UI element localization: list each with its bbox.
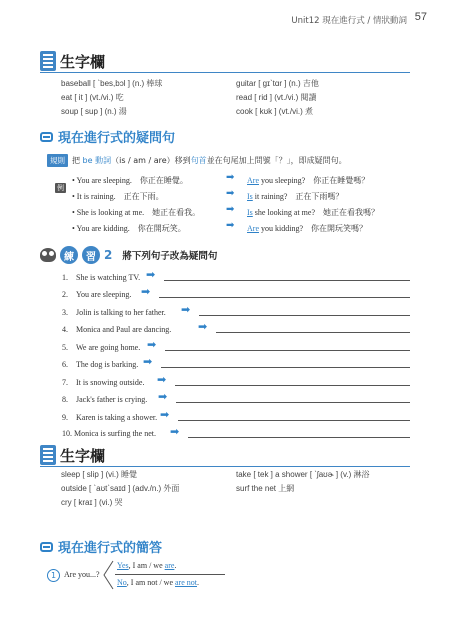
practice-header (40, 246, 217, 264)
question-text: 9. Karen is taking a shower. (62, 413, 158, 422)
vocab-word: read [ rid ] (vt./vi.) 閱讀 (236, 93, 317, 102)
question-text: 10. Monica is surfing the net. (62, 429, 156, 438)
vocab-word: soup [ sup ] (n.) 湯 (61, 107, 127, 116)
answer-blank[interactable] (164, 280, 410, 281)
answer-blank[interactable] (165, 350, 410, 351)
answer-blank[interactable] (199, 315, 410, 316)
example-statement: • It is raining. 正在下雨。 (72, 192, 164, 201)
vocab-word: cry [ kraɪ ] (vi.) 哭 (61, 498, 123, 507)
answer-blank[interactable] (178, 420, 410, 421)
be-verb: are not (175, 578, 197, 587)
yes-word: Yes (117, 561, 129, 570)
example-tag-wrap (55, 175, 66, 194)
be-verb: Is (247, 208, 253, 217)
question-text: 1. She is watching TV. (62, 273, 141, 282)
example-statement: • She is looking at me. 她正在看我。 (72, 208, 201, 217)
rule-row (47, 154, 347, 167)
book-icon (40, 132, 53, 142)
question-rest: you kidding? 你在開玩笑嗎？ (259, 224, 367, 233)
vocab-title: 生字欄 (60, 52, 106, 71)
rule-part: （is / am / are）移到 (111, 156, 191, 165)
arrow-right-icon: ➡ (181, 303, 191, 316)
be-verb: Is (247, 192, 253, 201)
answer-blank[interactable] (161, 367, 410, 368)
page-number: 57 (414, 11, 427, 23)
example-statement: • You are sleeping. 你正在睡覺。 (72, 176, 188, 185)
example-statement: • You are kidding. 你在開玩笑。 (72, 224, 186, 233)
no-word: No (117, 578, 127, 587)
answer-mid: , I am / we (128, 561, 165, 570)
section-header (40, 537, 162, 556)
question-rest: she looking at me? 她正在看我嗎？ (252, 208, 379, 217)
practice-badge: 練 (60, 246, 78, 264)
arrow-right-icon: ➡ (226, 172, 235, 183)
bracket-icon (102, 560, 114, 590)
owl-icon (40, 248, 56, 262)
notebook-icon (40, 445, 56, 465)
arrow-right-icon: ➡ (143, 355, 153, 368)
practice-badge: 習 (82, 246, 100, 264)
short-answer-question: Are you...? (64, 570, 100, 579)
example-question (247, 223, 367, 234)
rule-highlight: 句首 (190, 156, 207, 165)
answer-blank[interactable] (175, 385, 410, 386)
question-text: 8. Jack's father is crying. (62, 395, 148, 404)
be-verb: Are (247, 224, 259, 233)
question-rest: it raining? 正在下雨嗎？ (252, 192, 344, 201)
rule-text (72, 155, 347, 166)
arrow-right-icon: ➡ (226, 204, 235, 215)
arrow-right-icon: ➡ (157, 373, 167, 386)
rule-highlight: be 動詞 (82, 156, 112, 165)
question-text: 5. We are going home. (62, 343, 141, 352)
vocab-divider (40, 466, 410, 467)
answer-end: . (174, 561, 177, 570)
notebook-icon (40, 51, 56, 71)
section-title: 現在進行式的簡答 (58, 541, 163, 556)
answer-blank[interactable] (176, 402, 410, 403)
answer-blank[interactable] (188, 437, 410, 438)
section-header (40, 127, 175, 146)
answer-end: . (197, 578, 199, 587)
arrow-right-icon: ➡ (226, 220, 235, 231)
vocab-title: 生字欄 (60, 446, 106, 465)
question-text: 4. Monica and Paul are dancing. (62, 325, 172, 334)
question-text: 3. Jolin is talking to her father. (62, 308, 166, 317)
vocab-word: outside [ ˋaʊtˋsaɪd ] (adv./n.) 外面 (61, 484, 180, 493)
arrow-right-icon: ➡ (141, 285, 151, 298)
book-icon (40, 542, 53, 552)
arrow-right-icon: ➡ (170, 425, 180, 438)
vocab-word: cook [ kʊk ] (vt./vi.) 煮 (236, 107, 313, 116)
question-rest: you sleeping? 你正在睡覺嗎？ (259, 176, 370, 185)
arrow-right-icon: ➡ (226, 188, 235, 199)
vocab-header (40, 50, 105, 72)
vocab-word: guitar [ gɪˋtɑr ] (n.) 吉他 (236, 79, 319, 88)
question-text: 2. You are sleeping. (62, 290, 132, 299)
practice-number: 2 (104, 248, 113, 262)
vocab-word: surf the net 上網 (236, 484, 295, 493)
item-number: 1 (47, 569, 60, 582)
section-title: 現在進行式的疑問句 (58, 131, 176, 146)
example-question (247, 191, 343, 202)
question-text: 7. It is snowing outside. (62, 378, 145, 387)
be-verb: Are (247, 176, 259, 185)
vocab-header (40, 444, 105, 466)
rule-tag: 規則 (47, 154, 68, 167)
short-answer-yes (117, 561, 176, 570)
vocab-word: sleep [ slip ] (vi.) 睡覺 (61, 470, 138, 479)
unit-title: Unit12 現在進行式 / 情狀動詞 (291, 16, 407, 26)
rule-part: 並在句尾加上問號「？」，即成疑問句。 (206, 156, 347, 165)
rule-part: 把 (72, 156, 83, 165)
example-tag: 例 (57, 184, 64, 192)
answer-blank[interactable] (159, 297, 410, 298)
vocab-divider (40, 72, 410, 73)
arrow-right-icon: ➡ (160, 408, 170, 421)
arrow-right-icon: ➡ (147, 338, 157, 351)
vocab-word: eat [ it ] (vt./vi.) 吃 (61, 93, 124, 102)
vocab-word: take [ tek ] a shower [ ˋʃaʊɚ ] (v.) 淋浴 (236, 470, 370, 479)
example-question (247, 175, 369, 186)
answer-blank[interactable] (216, 332, 410, 333)
arrow-right-icon: ➡ (198, 320, 208, 333)
vocab-word: baseball [ ˋbes,bɔl ] (n.) 棒球 (61, 79, 163, 88)
arrow-right-icon: ➡ (146, 268, 156, 281)
short-answer-no (117, 578, 199, 587)
example-question (247, 207, 379, 218)
answer-mid: , I am not / we (126, 578, 175, 587)
answer-divider (115, 574, 225, 575)
practice-instruction: 將下列句子改為疑問句 (122, 251, 218, 262)
be-verb: are (164, 561, 175, 570)
arrow-right-icon: ➡ (158, 390, 168, 403)
question-text: 6. The dog is barking. (62, 360, 139, 369)
